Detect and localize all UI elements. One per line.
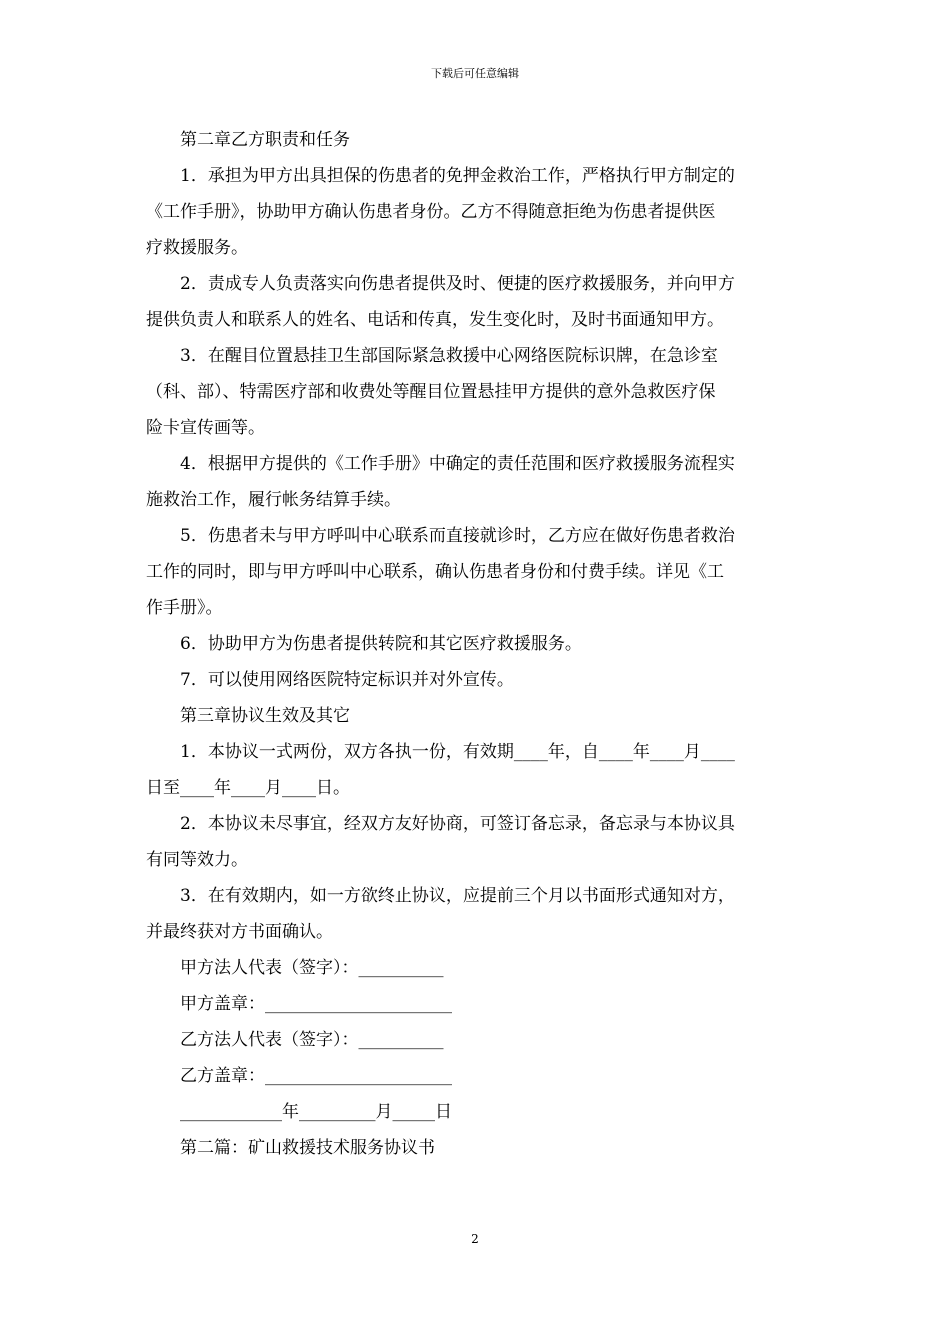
text-line: 施救治工作，履行帐务结算手续。 [146, 490, 401, 510]
text-line: 3．在醒目位置悬挂卫生部国际紧急救援中心网络医院标识牌，在急诊室 [146, 346, 718, 366]
text-line: 7．可以使用网络医院特定标识并对外宣传。 [146, 670, 514, 690]
page-header: 下载后可任意编辑 [431, 67, 519, 80]
text-line: 甲方盖章：______________________ [146, 994, 452, 1014]
text-line: 并最终获对方书面确认。 [146, 922, 333, 942]
text-line: 险卡宣传画等。 [146, 418, 265, 438]
text-line: 4．根据甲方提供的《工作手册》中确定的责任范围和医疗救援服务流程实 [146, 454, 735, 474]
text-line: 疗救援服务。 [146, 238, 248, 258]
text-line: 甲方法人代表（签字）：__________ [146, 958, 444, 978]
text-line: 1．本协议一式两份，双方各执一份，有效期____年，自____年____月____ [146, 742, 735, 762]
text-line: 作手册》。 [146, 598, 223, 618]
text-line: 工作的同时，即与甲方呼叫中心联系，确认伤患者身份和付费手续。详见《工 [146, 562, 724, 582]
document-body [146, 122, 806, 1166]
text-line: 《工作手册》，协助甲方确认伤患者身份。乙方不得随意拒绝为伤患者提供医 [146, 202, 716, 222]
text-line: 2．本协议未尽事宜，经双方友好协商，可签订备忘录，备忘录与本协议具 [146, 814, 735, 834]
text-line: 5．伤患者未与甲方呼叫中心联系而直接就诊时，乙方应在做好伤患者救治 [146, 526, 735, 546]
text-line: 2．责成专人负责落实向伤患者提供及时、便捷的医疗救援服务，并向甲方 [146, 274, 735, 294]
text-line: 6．协助甲方为伤患者提供转院和其它医疗救援服务。 [146, 634, 582, 654]
text-line: ____________年_________月_____日 [146, 1102, 452, 1122]
text-line: 有同等效力。 [146, 850, 248, 870]
text-line: 提供负责人和联系人的姓名、电话和传真，发生变化时，及时书面通知甲方。 [146, 310, 724, 330]
text-line: 第二章乙方职责和任务 [146, 130, 350, 150]
text-line: 乙方盖章：______________________ [146, 1066, 452, 1086]
text-line: 日至____年____月____日。 [146, 778, 350, 798]
text-line: （科、部）、特需医疗部和收费处等醒目位置悬挂甲方提供的意外急救医疗保 [146, 382, 716, 402]
text-line: 3．在有效期内，如一方欲终止协议，应提前三个月以书面形式通知对方， [146, 886, 735, 906]
text-line: 乙方法人代表（签字）：__________ [146, 1030, 444, 1050]
text-line: 1．承担为甲方出具担保的伤患者的免押金救治工作，严格执行甲方制定的 [146, 166, 735, 186]
text-line: 第三章协议生效及其它 [146, 706, 350, 726]
text-line: 第二篇：矿山救援技术服务协议书 [146, 1138, 435, 1158]
page-number: 2 [471, 1232, 479, 1246]
